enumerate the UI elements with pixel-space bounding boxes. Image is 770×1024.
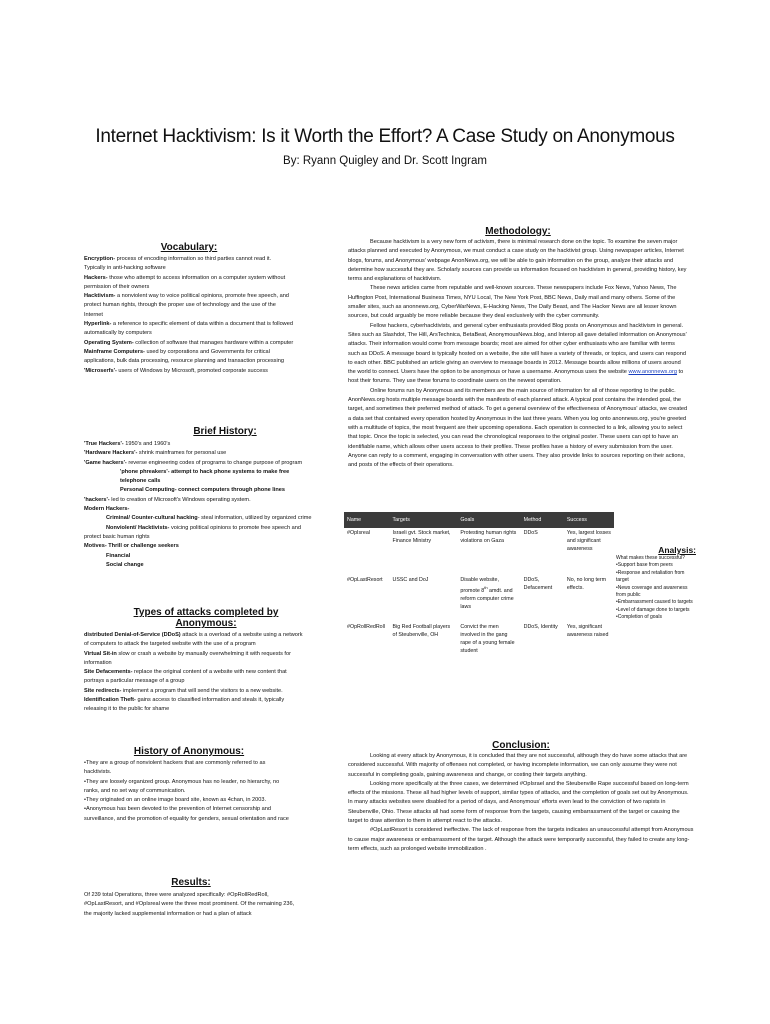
column-header: Name (344, 512, 390, 528)
history-def: led to creation of Microsoft's Windows operating system. (109, 496, 251, 503)
history-term: Personal Computing- connect computers through phone lines (120, 487, 286, 494)
vocab-def: users of Windows by Microsoft, promoted corporate success (116, 367, 268, 374)
cell-text: amdt. and reform computer crime laws (460, 587, 514, 610)
vocab-term: Hackers- (84, 274, 108, 281)
attack-type-term: Site redirects- (84, 687, 122, 694)
attack-types-list (84, 631, 306, 715)
history-of-anonymous-heading: History of Anonymous: (133, 746, 245, 757)
table-cell: DDoS, Identity (523, 624, 558, 630)
attack-type-item (84, 668, 306, 687)
vocabulary-heading-text: Vocabulary: (160, 242, 218, 253)
conclusion-paragraph: #OpLastResort is considered ineffective. The lack of response from the targets indicates an unsuccessful attempt from Anonymous to cause major awareness or embarrassment of the target. Although the attack were temporarily successful, they failed to create any long-term effects, such as prolonged website immobilization . (348, 827, 694, 852)
vocab-item (84, 348, 294, 367)
attack-type-term: Site Defacements- (84, 669, 133, 676)
brief-history-heading: Brief History: (193, 426, 257, 437)
history-line (84, 468, 316, 487)
vocabulary-heading (84, 242, 294, 253)
vocab-term: Mainframe Computers- (84, 348, 145, 355)
table-cell: Yes, largest losses and significant awareness (566, 530, 611, 552)
table-cell: No, no long term effects. (566, 577, 607, 591)
vocab-def: a reference to specific element of data within a document that is followed automatically by computers (84, 321, 293, 337)
vocab-term: Encryption- (84, 256, 116, 262)
analysis-item: •Completion of goals (616, 614, 662, 621)
attacks-table-wrap (344, 512, 614, 669)
table-cell: #OpIsreal (347, 530, 370, 536)
history-bullet: •They are loosely organized group. Anonymous has no leader, no hierarchy, no ranks, and no set way of communication. (84, 778, 280, 794)
vocab-def: collection of software that manages hardware within a computer (133, 339, 294, 346)
table-row (344, 622, 614, 669)
table-cell: Protesting human rights violations on Gaza (460, 530, 517, 544)
attack-type-item (84, 631, 306, 650)
vocab-item (84, 320, 294, 339)
history-term: Social change (106, 561, 144, 568)
attack-types-heading: Types of attacks completed by Anonymous: (133, 607, 279, 629)
conclusion-paragraph: Looking at every attack by Anonymous, it is concluded that they are not successful, although they do have some attacks that are considered successful. With majority of offenses not completed, or having incomplete information, we can only assume they were not successful in completing goals, gaining awareness and change, or costing their targets anything. (348, 753, 688, 778)
history-line (84, 496, 316, 505)
table-row (344, 575, 614, 622)
attack-type-def: attack is a overload of a website using a network of computers to attack the targeted website with the use of a program (84, 632, 303, 648)
poster-title: Internet Hacktivism: Is it Worth the Effort? A Case Study on Anonymous (95, 126, 675, 147)
history-bullet: •They are a group of nonviolent hackers that are commonly referred to as hacktivists. (84, 760, 266, 776)
attack-type-item (84, 650, 306, 669)
vocab-term: Hyperlink- (84, 321, 112, 328)
table-cell (457, 575, 520, 622)
analysis-item: •Support base from peers (616, 562, 673, 569)
history-line (84, 459, 316, 468)
attack-type-item (84, 696, 306, 715)
history-line (84, 514, 316, 523)
analysis-item: •Level of damage done to targets (616, 606, 690, 613)
table-cell: USSC and DoJ (392, 577, 429, 583)
brief-history-section (84, 426, 316, 570)
history-term: 'hackers'- (84, 496, 110, 503)
results-section (84, 877, 298, 919)
history-term: 'Hardware Hackers'- (84, 450, 138, 457)
cell-superscript: th (484, 585, 488, 590)
table-row (344, 528, 614, 575)
history-term: Modern Hackers- (84, 506, 130, 513)
column-header: Goals (457, 512, 520, 528)
methodology-paragraph: These news articles came from reputable and well-known sources. These newspapers include Fox News, Yahoo News, The Huffington Post, International Business Times, NYU Local, The New York Post, BBC News, Daily mail and many others. Some of the smaller sites, such as anonnews.org, CyberWarNews, E-Hacking News, The Daily Beast, and The Hacker News are all lesser known sources, but could arguably be more reliable because they deal exclusively with the cyber community. (348, 285, 677, 320)
anonnews-link[interactable]: www.anonnews.org (628, 369, 677, 376)
history-def: reverse engineering codes of programs to change purpose of program (126, 459, 303, 466)
history-of-anonymous-list (84, 759, 294, 824)
history-line (84, 449, 316, 458)
history-term: Motives- Thrill or challenge seekers (84, 543, 179, 550)
column-header: Method (521, 512, 564, 528)
methodology-paragraph (348, 322, 688, 387)
attack-type-term: Virtual Sit-in (84, 650, 117, 657)
vocabulary-section (84, 242, 294, 376)
vocab-def: used by corporations and Governments for critical applications, bulk data processing, resource planning and transaction processing (84, 348, 284, 365)
vocab-item (84, 292, 294, 320)
table-cell: Yes, significant awareness raised (566, 624, 609, 638)
vocabulary-list (84, 255, 294, 376)
history-def: shrink mainframes for personal use (137, 450, 227, 457)
vocab-term: Hacktivism- (84, 293, 116, 300)
analysis-item: What makes these successful? (616, 555, 685, 561)
history-term: Financial (106, 552, 131, 559)
history-def: 1950's and 1960's (123, 441, 171, 447)
table-cell: DDoS, Defacement (523, 577, 553, 591)
table-cell: Big Red Football players of Steubenville, OH (392, 624, 451, 638)
history-line (84, 486, 316, 495)
vocab-item (84, 255, 294, 274)
conclusion-text (348, 752, 694, 854)
table-cell: Israeli gvt. Stock market, Finance Ministry (392, 530, 451, 544)
analysis-item: •Response and retaliation from target (616, 569, 685, 584)
history-term: Criminal/ Counter-cultural hacking (106, 515, 198, 522)
history-term: 'phone phreakers'- attempt to hack phone systems to make free telephone calls (120, 468, 290, 485)
methodology-paragraph: Online forums run by Anonymous and its members are the main source of information for all of those reporting to the public. AnonNews.org hosts multiple message boards with the manifests of each planned attack. A typical post contains the intended goal, the target, and sometimes their preferred method of attack. To get a general overview of the effectiveness of Anonymous' attacks, we created a data set that contained every operation hosted by Anonymous in the last three years. When you log onto anonnews.org, you're greeted with a multitude of topics, the most frequent are their upcoming operations. Each operation is connected to a link, allowing you to select that topic. Once the topic is selected, you can read the chronological responses to the original poster. These users can opt to have an identifiable name, which allows other users access to their profiles. These profiles have a history of every submission from the user. Anyone can reply to a comment, engaging in conversation with other users. They also provide links to sources reporting on their actions, and posts of the effects of their operations. (348, 387, 688, 469)
vocab-term: 'Microserfs'- (84, 367, 117, 374)
vocab-def: process of encoding information so third parties cannot read it. Typically in anti-hacking software (84, 256, 272, 272)
vocab-item (84, 339, 294, 348)
methodology-heading: Methodology: (485, 226, 551, 237)
history-def: - steal information, utilized by organized crime (197, 515, 312, 522)
analysis-item: •Embarrassment caused to targets (616, 599, 693, 606)
analysis-item: •News coverage and awareness from public (616, 584, 688, 599)
attack-type-def: slow or crash a website by manually overwhelming it with requests for information (84, 650, 291, 666)
vocab-def: those who attempt to access information on a computer system without permission of their owners (84, 274, 286, 290)
vocab-def: a nonviolent way to voice political opinions, promote free speech, and protect human rights, through the proper use of technology and the use of the Internet (84, 293, 289, 318)
cell-text: Disable website, promote 8 (460, 577, 499, 594)
attack-type-term: distributed Denial-of-Service (DDoS) (84, 632, 181, 638)
attacks-table (344, 512, 614, 669)
table-cell: #OpLastResort (347, 577, 383, 583)
analysis-section (616, 545, 696, 622)
history-line (84, 505, 316, 514)
history-line (84, 561, 316, 570)
poster-authors: By: Ryann Quigley and Dr. Scott Ingram (283, 155, 487, 167)
attack-type-def: gains access to classified information and steals it, typically releasing it to the public for shame (84, 697, 285, 713)
history-of-anonymous-section (84, 746, 294, 824)
history-term: 'Game hackers'- (84, 459, 127, 466)
conclusion-heading: Conclusion: (492, 740, 550, 751)
attack-types-section (84, 607, 306, 715)
history-bullet: •Anonymous has been devoted to the prevention of Internet censorship and surveillance, and the promotion of equality for genders, sexual orientation and race (84, 806, 289, 822)
table-header-row (344, 512, 614, 528)
history-line (84, 542, 316, 551)
attack-type-def: replace the original content of a website with new content that portrays a particular message of a group (84, 669, 287, 685)
methodology-paragraph: Because hacktivism is a very new form of activism, there is minimal research done on the topic. To examine the seven major attacks planned and executed by Anonymous, we must conduct a case study on the hacktivist group. Using newspaper articles, Internet blogs, forums, and Anonymous' webpage AnonNews.org, we will be able to gain information on the group, analyze their attacks and determine how successful they are. Scholarly sources can provide us information focused on hacktivism in general, providing history, key terms and explanations of hacktivism. (348, 239, 687, 283)
table-cell: DDoS (523, 530, 538, 536)
history-line (84, 552, 316, 561)
results-text: Of 239 total Operations, three were analyzed specifically: #OpRollRedRoll, #OpLastResort, and #OpIsreal were the three most prominent. Of the remaining 236, the majority lacked supplemental information or had a plan of attack (84, 892, 295, 917)
history-def: voicing political opinions to promote free speech and protect basic human rights (84, 524, 301, 540)
history-bullet: •They originated on an online image board site, known as 4chan, in 2003. (84, 797, 267, 804)
methodology-text (348, 238, 688, 470)
table-cell: #OpRollRedRoll (347, 624, 385, 630)
vocab-item (84, 274, 294, 293)
column-header: Success (564, 512, 614, 528)
methodology-section (348, 226, 688, 470)
attack-type-item (84, 687, 306, 696)
history-term: 'True Hackers'- (84, 441, 124, 447)
attack-type-def: implement a program that will send the visitors to a new website. (121, 687, 283, 694)
history-line (84, 440, 316, 449)
analysis-list (616, 555, 696, 622)
column-header: Targets (390, 512, 458, 528)
methodology-text-run: to host their forums. They use these forums to coordinate users on the newest operation. (348, 369, 684, 385)
methodology-text-run: Fellow hackers, cyberhacktivists, and general cyber enthusiasts provided Blog posts on Anonymous and hacktivism in general. Sites such as Slashdot, The Hill, ArsTechnica, BetaBeat, AnonymousNews.blog, and Interop all gave detailed information on Anonymous' attacks. Their information would come from message boards; most are aimed for other cyber enthusiasts who are familiar with terms such as DDoS. A message board is typically hosted on a website, the site will have a variety of threads, or topics, and users can respond to each other. BBC published an article giving an overview to message boards in 2012. Message boards allow millions of users around the world to connect. Users have the option to be anonymous or have a username. Anonymous uses the website (348, 322, 687, 376)
analysis-heading: Analysis: (658, 545, 696, 555)
attack-type-term: Identification Theft- (84, 697, 136, 704)
brief-history-list (84, 440, 316, 570)
history-term: Nonviolent/ Hacktivists- (106, 524, 170, 531)
vocab-item (84, 367, 294, 376)
conclusion-section (348, 740, 694, 854)
history-line (84, 524, 316, 543)
results-heading: Results: (171, 877, 211, 888)
conclusion-paragraph: Looking more specifically at the three cases, we determined #OpIsrael and the Steubenville Rape successful based on long-term effects of the missions. These all had higher levels of support, similar types of attacks, and the completion of goals set out by Anonymous. In many attacks websites were disabled for a period of days, and Anonymous' efforts even lead to the conviction of two rapists in Steubenville, Ohio. These attacks all had some form of response from the targets, causing embarrassment of the target or causing the target to draw attention to them in attempt react to the attacks. (348, 780, 689, 825)
table-cell: Convict the men involved in the gang rape of a young female student (460, 624, 515, 654)
vocab-term: Operating System- (84, 339, 134, 346)
